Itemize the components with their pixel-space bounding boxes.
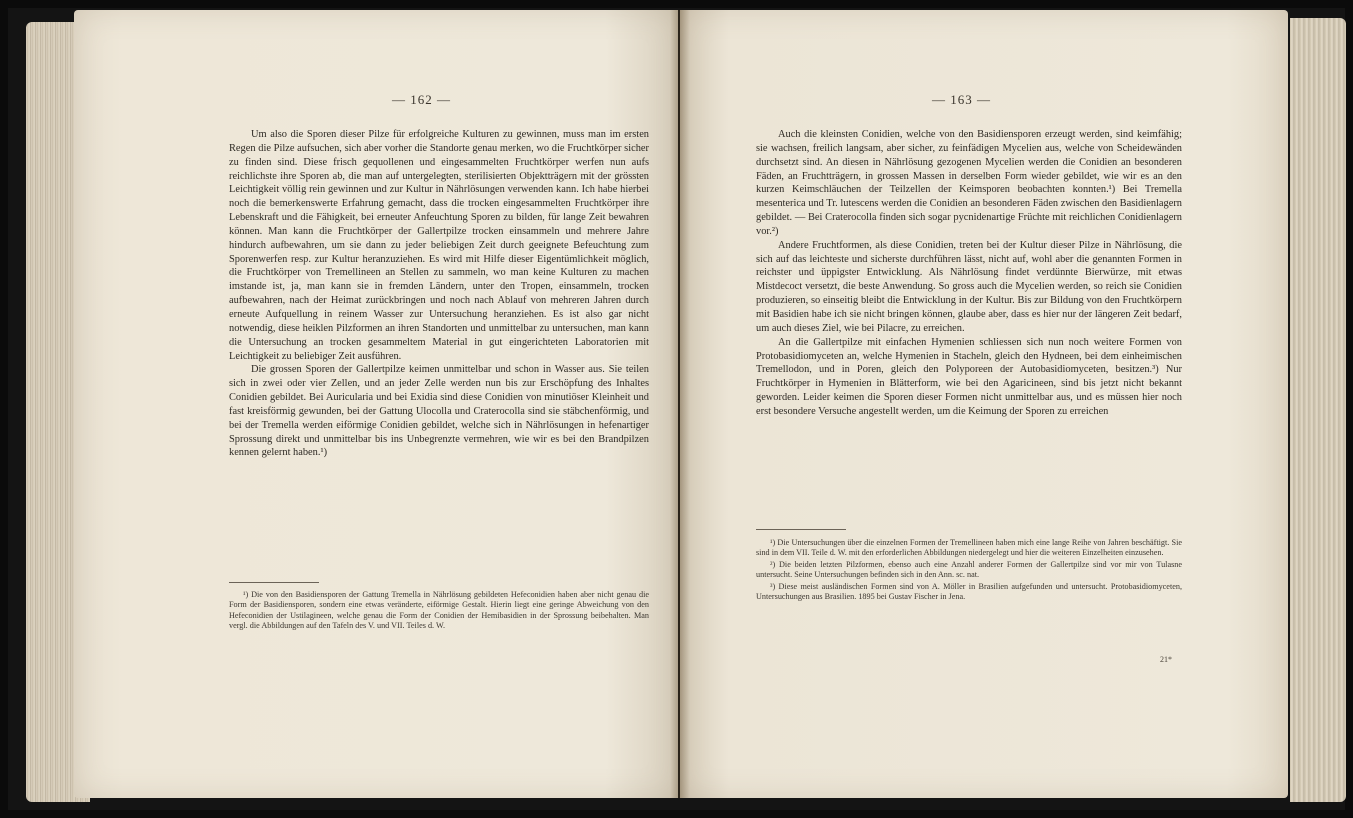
right-page-body — [756, 128, 1182, 419]
left-footnotes — [229, 590, 649, 633]
right-footnote-2: ²) Die beiden letzten Pilzformen, ebenso auch eine Anzahl anderer Formen der Gallertpilze sind vor mir von Tulasne untersucht. Seine Untersuchungen befinden sich in den Ann. sc. nat. — [756, 559, 1182, 580]
left-footnote-1: ¹) Die von den Basidiensporen der Gattung Tremella in Nährlösung gebildeten Hefeconidien haben aber nicht genau die Form der Basidiensporen, sondern eine etwas veränderte, eiförmige Gestalt. Hierin liegt eine geringe Abweichung von den Hefeconidien der Ustilagineen, welche genau die Form der Conidien der Hemibasidien in der Sprossung beibehalten. Man vergl. die Abbildungen auf den Tafeln des V. und VII. Teiles d. W. — [229, 590, 649, 631]
signature-mark: 21* — [1160, 655, 1172, 664]
right-footnote-rule — [756, 529, 846, 530]
right-paragraph-3: An die Gallertpilze mit einfachen Hymenien schliessen sich nun noch weitere Formen von Protobasidiomyceten an, welche Hymenien in Stacheln, gleich den Hydneen, bei dem einheimischen Tremellodon, und in Poren, gleich den Polyporeen der Autobasidiomyceten, besitzen.³) Nur Fruchtkörper in Hymenien in Blätterform, wie bei den Agaricineen, sind bis jetzt nicht bekannt geworden. Leider keimen die Sporen dieser Formen nicht unmittelbar aus, und es müssen hier noch erst besondere Versuche angestellt werden, um die Keimung der Sporen zu erreichen — [756, 336, 1182, 417]
right-footnotes — [756, 538, 1182, 603]
left-paragraph-2: Die grossen Sporen der Gallertpilze keimen unmittelbar und schon in Wasser aus. Sie teilen sich in zwei oder vier Zellen, und an jeder Zelle werden nun bis zur Erschöpfung des Inhaltes Conidien gebildet. Bei Auricularia und bei Exidia sind diese Conidien von minutiöser Kleinheit und fast kreisförmig gewunden, bei der Gattung Ulocolla und Craterocolla sind sie stäbchenförmig, und bei der Tremella werden eiförmige Conidien gebildet, welche sich in Nährlösungen in hefenartiger Sprossung direkt und unmittelbar bis ins Unbegrenzte vermehren, wie wir es bei den Brandpilzen kennen gelernt haben.¹) — [229, 364, 649, 459]
page-block-right-edge — [1290, 18, 1346, 802]
right-paragraph-2: Andere Fruchtformen, als diese Conidien, treten bei der Kultur dieser Pilze in Nährlösung, die sich auf das leichteste und sicherste durchführen lässt, nicht auf, wohl aber die genannten Formen in reichster und üppigster Entwicklung. Als Nährlösung findet verdünnte Bierwürze, mit etwas Mistdecoct versetzt, die beste Anwendung. So gross auch die Mycelien werden, so reich sie Conidien produzieren, so einseitig bleibt die Entwicklung in der Kultur. Bis zur Bildung von den Fruchtkörpern mit Basidien habe ich sie nicht bringen können, glaube aber, dass es hier nur der längeren Zeit bedarf, um auch dieses Ziel, wie bei Pilacre, zu erreichen. — [756, 239, 1182, 334]
right-paragraph-1: Auch die kleinsten Conidien, welche von den Basidiensporen erzeugt werden, sind keimfähig; sie wachsen, freilich langsam, aber sicher, zu feinfädigen Mycelien aus, welche von Scheidewänden durchsetzt sind. An diesen in Nährlösung gezogenen Mycelien werden die Conidien an besonderen Fäden, an Fruchtträgern, in grossen Massen in derselben Form wieder gebildet, wie wir es an den kurzen Keimschläuchen der Teilzellen der Keimsporen beobachten konnten.¹) Bei Tremella mesenterica und Tr. lutescens werden die Conidien an besonderen Fäden zwischen den Basidienlagern gebildet. — Bei Craterocolla finden sich sogar pycnidenartige Früchte mit reichlichen Conidienlagern vor.²) — [756, 129, 1182, 237]
left-paragraph-1: Um also die Sporen dieser Pilze für erfolgreiche Kulturen zu gewinnen, muss man im ersten Regen die Pilze aufsuchen, sich aber vorher die Standorte genau merken, wo die Fruchtkörper sicher zu finden sind. Diese frisch gequollenen und eingesammelten Fruchtkörper werfen nun aufs reichlichste ihre Sporen ab, die man auf untergelegten, sterilisierten Objektträgern mit der grössten Leichtigkeit völlig rein gewinnen und zur Kultur in Nährlösungen verwenden kann. Ich habe hierbei noch die bemerkenswerte Erfahrung gemacht, dass die trocken eingesammelten Fruchtkörper ihre Lebenskraft und die Fähigkeit, bei erneuter Anfeuchtung Sporen zu bilden, für lange Zeit bewahren können. Man kann die Fruchtkörper der Gallertpilze trocken einsammeln und mehrere Jahre hindurch aufbewahren, um sie dann zu jeder beliebigen Zeit durch geeignete Befeuchtung zum Sporenwerfen resp. zur Kultur heranzuziehen. Es wird mit Hilfe dieser Eigentümlichkeit möglich, die Fruchtkörper von Tremellineen an Stellen zu sammeln, wo man keine Kulturen zu machen imstande ist, ja, man kann sie in fremden Ländern, unter den Tropen, einsammeln, trocken aufbewahren, nach der Heimat zurückbringen und noch nach Ablauf von mehreren Jahren durch erneute Aufquellung in reinem Wasser zur Untersuchung heranziehen. Es ist also gar nicht notwendig, diese heiklen Pilzformen an ihren Standorten und unmittelbar zu untersuchen, man kann die Untersuchung an trocken gesammeltem Material in gut eingerichteten Laboratorien mit Leichtigkeit zu beliebiger Zeit ausführen. — [229, 129, 649, 362]
right-footnote-1: ¹) Die Untersuchungen über die einzelnen Formen der Tremellineen haben mich eine lange Reihe von Jahren beschäftigt. Sie sind in dem VII. Teile d. W. mit den erforderlichen Abbildungen niedergelegt und hier die weiteren Einzelheiten einzusehen. — [756, 538, 1182, 558]
left-page-number: — 162 — — [392, 92, 451, 107]
left-page-body — [229, 128, 649, 460]
book-gutter — [670, 10, 690, 798]
left-footnote-rule — [229, 582, 319, 583]
right-page-number: — 163 — — [932, 92, 991, 107]
right-footnote-3: ³) Diese meist ausländischen Formen sind von A. Möller in Brasilien aufgefunden und untersucht. Protobasidiomyceten, Untersuchungen aus Brasilien. 1895 bei Gustav Fischer in Jena. — [756, 581, 1182, 602]
